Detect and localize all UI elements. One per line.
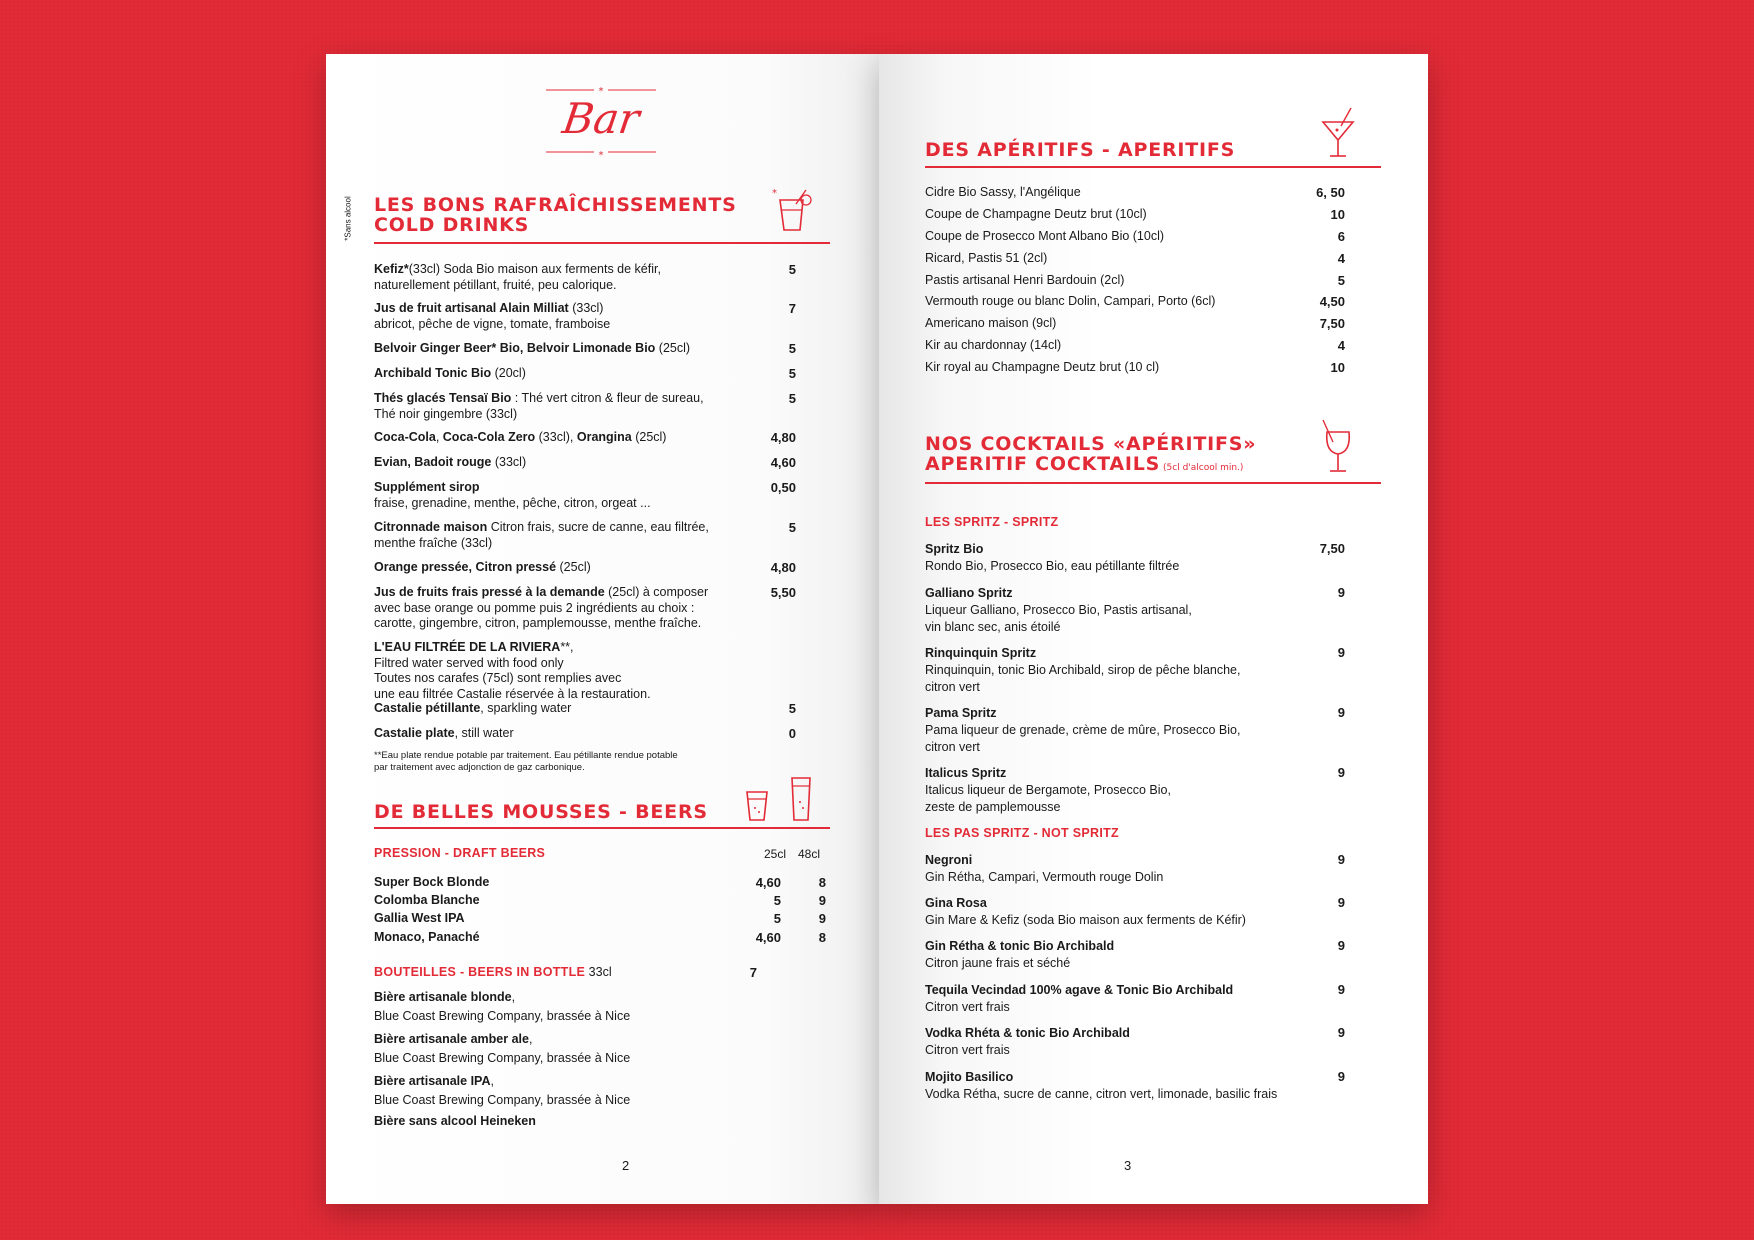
cold-item-jus-frais-price: 5,50 bbox=[770, 585, 796, 600]
water-footnote: **Eau plate rendue potable par traitement. Eau pétillante rendue potable par traitement avec adjonction de gaz carbonique. bbox=[374, 750, 678, 773]
aperitif-price: 6 bbox=[1337, 229, 1345, 244]
menu-page-right bbox=[879, 54, 1428, 1204]
aperitif-price: 4 bbox=[1337, 251, 1345, 266]
draft-col-48cl: 48cl bbox=[797, 847, 820, 861]
cocktail-item: Gina Rosa Gin Mare & Kefiz (soda Bio maison aux ferments de Kéfir) bbox=[925, 896, 1246, 927]
draft-beers-heading: PRESSION - DRAFT BEERS bbox=[374, 846, 546, 860]
draft-col-25cl: 25cl bbox=[763, 847, 786, 861]
cold-item-kefiz: Kefiz*(33cl) Soda Bio maison aux ferments de kéfir, naturellement pétillant, fruité, peu calorique. bbox=[374, 262, 661, 292]
draft-beer-row: Super Bock Blonde bbox=[374, 875, 490, 889]
water-still-price: 0 bbox=[788, 726, 796, 741]
spritz-item: Spritz Bio Rondo Bio, Prosecco Bio, eau pétillante filtrée bbox=[925, 542, 1180, 573]
draft-beer-25cl-price: 4,60 bbox=[755, 930, 781, 945]
beers-title: DE BELLES MOUSSES - BEERS bbox=[374, 801, 708, 823]
draft-beer-row: Colomba Blanche bbox=[374, 893, 480, 907]
aperitif-item: Kir royal au Champagne Deutz brut (10 cl) bbox=[925, 360, 1160, 374]
cocktail-item: Negroni Gin Rétha, Campari, Vermouth rouge Dolin bbox=[925, 853, 1164, 884]
cold-item-jus-milliat-price: 7 bbox=[788, 301, 796, 316]
cold-item-archibald: Archibald Tonic Bio (20cl) bbox=[374, 366, 526, 380]
cold-item-archibald-price: 5 bbox=[788, 366, 796, 381]
aperitifs-rule bbox=[925, 166, 1381, 168]
bottle-beers-price: 7 bbox=[749, 965, 757, 980]
draft-beer-25cl-price: 5 bbox=[773, 911, 781, 926]
page-number-right: 3 bbox=[1124, 1158, 1132, 1173]
aperitif-price: 4 bbox=[1337, 338, 1345, 353]
spritz-price: 9 bbox=[1337, 765, 1345, 780]
aperitif-price: 4,50 bbox=[1319, 294, 1345, 309]
water-sparkling: Castalie pétillante, sparkling water bbox=[374, 701, 572, 715]
cocktail-item: Vodka Rhéta & tonic Bio Archibald Citron vert frais bbox=[925, 1026, 1130, 1057]
page-number-left: 2 bbox=[622, 1158, 630, 1173]
cold-item-jus-milliat: Jus de fruit artisanal Alain Milliat (33cl) abricot, pêche de vigne, tomate, framboise bbox=[374, 301, 611, 331]
aperitif-item: Pastis artisanal Henri Bardouin (2cl) bbox=[925, 273, 1125, 287]
draft-beer-row: Gallia West IPA bbox=[374, 911, 465, 925]
bottle-beer-item: Bière artisanale amber ale, Blue Coast Brewing Company, brassée à Nice bbox=[374, 1032, 631, 1065]
cocktail-price: 9 bbox=[1337, 982, 1345, 997]
cocktail-item: Mojito Basilico Vodka Rétha, sucre de canne, citron vert, limonade, basilic frais bbox=[925, 1070, 1278, 1101]
beer-glass-small-icon bbox=[744, 784, 770, 824]
cocktails-title-1: NOS COCKTAILS «APÉRITIFS» bbox=[925, 433, 1257, 455]
cocktail-glass-icon bbox=[1319, 106, 1359, 160]
draft-beer-48cl-price: 8 bbox=[818, 930, 826, 945]
draft-beer-25cl-price: 4,60 bbox=[755, 875, 781, 890]
cold-item-supplement-sirop-price: 0,50 bbox=[770, 480, 796, 495]
aperitif-item: Vermouth rouge ou blanc Dolin, Campari, Porto (6cl) bbox=[925, 294, 1216, 308]
cocktails-title-2: APERITIF COCKTAILS (5cl d'alcool min.) bbox=[925, 453, 1244, 475]
cocktail-price: 9 bbox=[1337, 1069, 1345, 1084]
filtered-water-block: L'EAU FILTRÉE DE LA RIVIERA**, Filtred water served with food only Toutes nos carafes (75cl) sont remplies avec une eau filtrée Castalie réservée à la restauration. bbox=[374, 640, 651, 701]
cocktail-price: 9 bbox=[1337, 1025, 1345, 1040]
aperitif-item: Americano maison (9cl) bbox=[925, 316, 1057, 330]
draft-beer-48cl-price: 9 bbox=[818, 911, 826, 926]
svg-text:*: * bbox=[772, 188, 777, 199]
cold-item-citronnade-price: 5 bbox=[788, 520, 796, 535]
aperitif-price: 6, 50 bbox=[1316, 185, 1345, 200]
menu-page-left bbox=[326, 54, 879, 1204]
cold-item-evian: Evian, Badoit rouge (33cl) bbox=[374, 455, 527, 469]
spritz-item: Pama Spritz Pama liqueur de grenade, crème de mûre, Prosecco Bio, citron vert bbox=[925, 706, 1241, 754]
cocktail-price: 9 bbox=[1337, 938, 1345, 953]
bottle-beer-sans-alcool: Bière sans alcool Heineken bbox=[374, 1114, 536, 1128]
cold-item-supplement-sirop: Supplément sirop fraise, grenadine, menthe, pêche, citron, orgeat ... bbox=[374, 480, 651, 510]
aperitif-item: Cidre Bio Sassy, l'Angélique bbox=[925, 185, 1081, 199]
cold-item-thes-glaces: Thés glacés Tensaï Bio : Thé vert citron & fleur de sureau, Thé noir gingembre (33cl) bbox=[374, 391, 704, 421]
spritz-item: Italicus Spritz Italicus liqueur de Bergamote, Prosecco Bio, zeste de pamplemousse bbox=[925, 766, 1171, 814]
aperitifs-title: DES APÉRITIFS - APERITIFS bbox=[925, 139, 1236, 161]
spritz-item: Galliano Spritz Liqueur Galliano, Prosecco Bio, Pastis artisanal, vin blanc sec, anis étoilé bbox=[925, 586, 1192, 634]
beer-glass-tall-icon bbox=[788, 774, 814, 824]
draft-beer-48cl-price: 8 bbox=[818, 875, 826, 890]
cold-item-orange-pressee-price: 4,80 bbox=[770, 560, 796, 575]
cold-item-belvoir: Belvoir Ginger Beer* Bio, Belvoir Limonade Bio (25cl) bbox=[374, 341, 691, 355]
svg-text:*: * bbox=[598, 150, 604, 161]
spritz-heading: LES SPRITZ - SPRITZ bbox=[925, 515, 1059, 529]
spritz-price: 7,50 bbox=[1319, 541, 1345, 556]
draft-beer-25cl-price: 5 bbox=[773, 893, 781, 908]
aperitif-price: 10 bbox=[1330, 360, 1345, 375]
spritz-price: 9 bbox=[1337, 585, 1345, 600]
wine-glass-icon bbox=[1319, 418, 1359, 476]
cold-drinks-title-1: LES BONS RAFRAÎCHISSEMENTS bbox=[374, 194, 737, 216]
sans-alcool-side-note: *Sans alcool bbox=[343, 196, 353, 241]
bottle-beer-item: Bière artisanale blonde, Blue Coast Brewing Company, brassée à Nice bbox=[374, 990, 631, 1023]
aperitif-item: Kir au chardonnay (14cl) bbox=[925, 338, 1062, 352]
not-spritz-heading: LES PAS SPRITZ - NOT SPRITZ bbox=[925, 826, 1119, 840]
cold-item-jus-frais: Jus de fruits frais pressé à la demande (25cl) à composer avec base orange ou pomme puis 2 ingrédients au choix : carotte, gingembre, citron, pamplemousse, menthe fraîche. bbox=[374, 585, 709, 630]
svg-text:*: * bbox=[598, 86, 604, 97]
cold-item-kefiz-price: 5 bbox=[788, 262, 796, 277]
draft-beer-48cl-price: 9 bbox=[818, 893, 826, 908]
cold-item-citronnade: Citronnade maison Citron frais, sucre de canne, eau filtrée, menthe fraîche (33cl) bbox=[374, 520, 709, 550]
bar-logo: Bar bbox=[559, 94, 643, 143]
beers-rule bbox=[374, 827, 830, 829]
cold-item-thes-glaces-price: 5 bbox=[788, 391, 796, 406]
cocktail-item: Tequila Vecindad 100% agave & Tonic Bio Archibald Citron vert frais bbox=[925, 983, 1234, 1014]
spritz-price: 9 bbox=[1337, 645, 1345, 660]
cold-item-orange-pressee: Orange pressée, Citron pressé (25cl) bbox=[374, 560, 591, 574]
cold-drink-glass-icon bbox=[772, 186, 814, 236]
cocktail-price: 9 bbox=[1337, 852, 1345, 867]
cold-item-coca-cola: Coca-Cola, Coca-Cola Zero (33cl), Orangina (25cl) bbox=[374, 430, 667, 444]
spritz-price: 9 bbox=[1337, 705, 1345, 720]
cocktail-price: 9 bbox=[1337, 895, 1345, 910]
aperitif-item: Ricard, Pastis 51 (2cl) bbox=[925, 251, 1048, 265]
aperitif-price: 5 bbox=[1337, 273, 1345, 288]
draft-beer-row: Monaco, Panaché bbox=[374, 930, 480, 944]
bottle-beer-item: Bière artisanale IPA, Blue Coast Brewing Company, brassée à Nice bbox=[374, 1074, 631, 1107]
bottle-beers-heading: BOUTEILLES - BEERS IN BOTTLE 33cl bbox=[374, 965, 612, 979]
cold-item-coca-cola-price: 4,80 bbox=[770, 430, 796, 445]
spritz-item: Rinquinquin Spritz Rinquinquin, tonic Bio Archibald, sirop de pêche blanche, citron vert bbox=[925, 646, 1241, 694]
aperitif-price: 10 bbox=[1330, 207, 1345, 222]
cocktails-rule bbox=[925, 482, 1381, 484]
water-still: Castalie plate, still water bbox=[374, 726, 514, 740]
aperitif-price: 7,50 bbox=[1319, 316, 1345, 331]
cold-item-belvoir-price: 5 bbox=[788, 341, 796, 356]
cold-drinks-rule bbox=[374, 242, 830, 244]
cold-item-evian-price: 4,60 bbox=[770, 455, 796, 470]
aperitif-item: Coupe de Prosecco Mont Albano Bio (10cl) bbox=[925, 229, 1165, 243]
aperitif-item: Coupe de Champagne Deutz brut (10cl) bbox=[925, 207, 1147, 221]
water-sparkling-price: 5 bbox=[788, 701, 796, 716]
cocktail-item: Gin Rétha & tonic Bio Archibald Citron jaune frais et séché bbox=[925, 939, 1115, 970]
cold-drinks-title-2: COLD DRINKS bbox=[374, 214, 530, 236]
